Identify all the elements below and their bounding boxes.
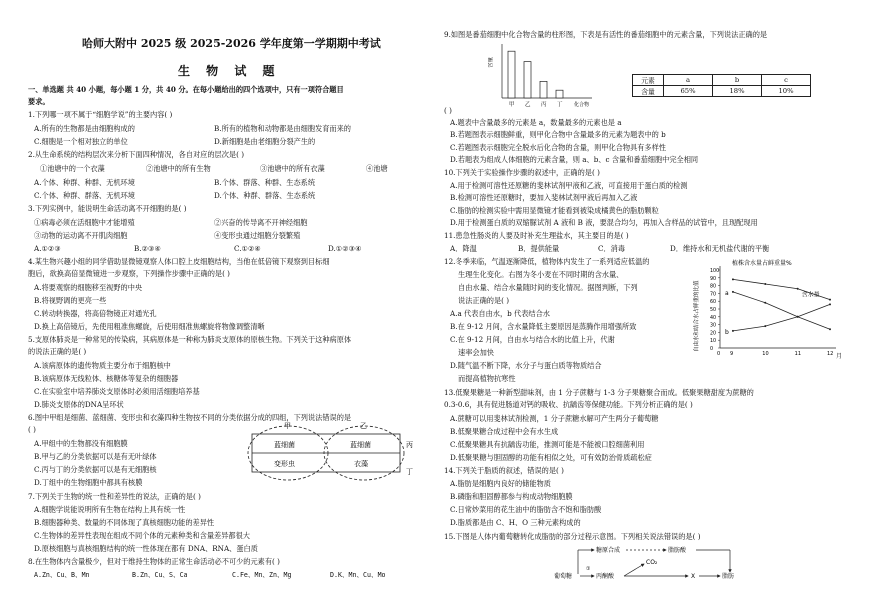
q8-option-b: B.Zn、Cu、S、Ca [132,571,188,579]
q9-option-d: D.若题表为组成人体细胞的元素含量，则 a、b、c 含量和番茄细胞中完全相同 [450,155,699,164]
q2-stem: 2.从生命系统的结构层次来分析下面四种情况，各自对应的层次是( ) [28,150,245,159]
chart-ytick-label: 40 [710,315,717,321]
section-heading: 一、单选题 共 40 小题，每小题 1 分，共 40 分。在每小题给出的四个选项中，只有一项符合题目 [28,85,344,94]
q9-category-label: 丙 [541,102,547,108]
q2-option-b: B.个体、群落、种群、生态系统 [214,178,316,187]
q5-option-c: C.在实验室中培养肺炎支原体时必须用活细胞培养基 [34,387,200,396]
chart-ytick-label: 0 [710,347,714,352]
q3-item-1: ①病毒必须在活细胞中才能增殖 [34,218,135,227]
chart-ytick-label: 20 [710,331,717,337]
q14-option-c: C.日常炒菜用的花生油中的脂肪含不饱和脂肪酸 [450,505,602,514]
q9-element-table [632,74,811,97]
q12-stem-2: 生理生化变化。右图为冬小麦在不同时期的含水量、 [458,270,624,279]
q1-option-a: A.所有的生物都是由细胞构成的 [34,124,135,133]
q6-cell-2: 蓝细菌 [350,441,371,449]
q13-option-d: D.低聚果糖与胆固醇的功能有相似之处，可有效防治骨质疏松症 [450,453,652,462]
q11-option-a: A．降温 [450,244,477,253]
q9-bar [556,90,563,98]
q4-option-c: C.转动转换器，将高倍物镜正对通光孔 [34,309,157,318]
chart-ytick-label: 90 [710,276,717,282]
q9-bar [540,81,547,98]
q11-option-c: C．消毒 [598,244,626,253]
q2-item-4: ④池塘 [366,164,388,173]
left-column [28,0,432,614]
q14-option-b: B.磷脂和胆固醇都参与构成动物细胞膜 [450,492,573,501]
q10-option-a: A.用于检测可溶性还原糖的斐林试剂甲液和乙液，可直接用于蛋白质的检测 [450,181,688,190]
exam-subject: 生 物 试 题 [178,64,281,78]
q4-option-d: D.换上高倍镜后，先使用粗准焦螺旋，后使用细准焦螺旋将物像调整清晰 [34,322,265,331]
chart-point [829,299,831,301]
q12-option-a: A.a 代表自由水，b 代表结合水 [450,309,550,318]
chart-xtick-label: 12 [827,351,834,357]
q13-stem: 13.低聚果糖是一种新型甜味剂，由 1 分子蔗糖与 1-3 分子果糖聚合而成。低聚果糖甜度为蔗糖的 [444,388,754,397]
chart-point [764,283,766,285]
chart-ytick-label: 10 [710,339,717,345]
q13-stem-2: 0.3-0.6，具有促进肠道对钙的吸收、抗龋齿等保健功能。下列分析正确的是( ) [444,400,693,409]
q15-stem: 15.下图是人体内葡萄糖转化成脂肪的部分过程示意图。下列相关说法错误的是( ) [444,532,701,541]
q8-option-a: A.Zn、Cu、B、Mn [34,571,90,579]
q12-line-chart [690,256,848,362]
table-cell: 10% [762,86,811,97]
q2-option-c: C.个体、种群、群落、无机环境 [34,191,135,200]
q15-metabolism-diagram [554,544,774,594]
q14-stem: 14.下列关于脂质的叙述，错误的是( ) [444,466,564,475]
q6-option-a: A.甲组中的生物都没有细胞膜 [34,439,128,448]
chart-point [732,278,734,280]
chart-point [732,330,734,332]
q11-option-d: D．维持水和无机盐代谢的平衡 [670,244,770,253]
table-cell: 元素 [633,75,664,86]
q4-option-b: B.将视野调的更亮一些 [34,296,107,305]
q2-option-d: D.个体、种群、群落、生态系统 [214,191,316,200]
chart-xlabel: 月 [836,353,843,360]
q9-category-label: 丁 [557,102,563,108]
chart-series-label: 含水量 [801,291,820,299]
table-cell: 18% [713,86,762,97]
q3-item-2: ②兴奋的传导离不开神经细胞 [214,218,308,227]
chart-ytick-label: 50 [710,308,717,313]
chart-xtick-label: 9 [729,351,734,357]
q6-classification-figure [242,422,422,484]
q6-group-jia: 甲 [284,422,291,430]
table-cell: c [762,75,811,86]
q4-option-a: A.将要观察的细胞移至视野的中央 [34,283,143,292]
q15-glucose: 葡萄糖 [554,573,573,580]
chart-ytick-label: 60 [710,300,717,306]
q10-option-b: B.检测可溶性还原糖时，要加入斐林试剂甲液后再加入乙液 [450,193,638,202]
q12-stem-3: 自由水量、结合水量随时间的变化情况。据图判断，下列 [458,283,638,292]
chart-point [829,303,831,305]
q5-stem: 5.支原体肺炎是一种常见的传染病，其病原体是一种称为肺炎支原体的原核生物。下列关于这种病原体 [28,335,352,344]
q12-option-b: B.在 9-12 月间，含水量降低主要原因是蒸腾作用增强所致 [450,322,637,331]
q10-option-c: C.脂肪的检测实验中需用显微镜才能看到被染成橘黄色的脂肪颗粒 [450,206,659,215]
q7-stem: 7.下列关于生物的统一性和差异性的说法，正确的是( ) [28,492,201,501]
q9-bar [524,62,531,98]
q6-side-bing: 丙 [406,441,413,449]
q15-pyruvate: 丙酮酸 [596,573,615,580]
q15-step: ① [586,566,591,572]
q7-option-c: C.生物体的差异性表现在组成不同个体的元素种类和含量差异都很大 [34,531,250,540]
q9-bar [508,51,515,98]
chart-ylabel: 自由水和结合水占鲜重的比值 [694,280,700,352]
q15-x: X [691,573,696,580]
q10-option-d: D.用于检测蛋白质的双缩脲试剂 A 液和 B 液，要混合均匀，再加入含样品的试管中，且现配现用 [450,218,758,227]
q3-option-d: D.①②③④ [328,244,362,253]
chart-point [764,302,766,304]
q12-option-d: D.随气温不断下降，水分子与蛋白质等物质结合 [450,361,602,370]
q14-option-a: A.脂肪是细胞内良好的储能物质 [450,479,551,488]
chart-title: 植株含水量占鲜重量% [732,260,792,267]
chart-point [732,291,734,293]
q5-option-b: B.该病原体无线粒体、核糖体等复杂的细胞器 [34,374,179,383]
q9-category-label: 乙 [525,102,531,108]
chart-series-line [733,304,830,331]
q6-side-ding: 丁 [406,468,413,476]
chart-point [829,328,831,330]
table-cell: b [713,75,762,86]
q3-item-3: ③动物的运动离不开肌肉细胞 [34,231,128,240]
q1-option-c: C.细胞是一个相对独立的单位 [34,137,128,146]
table-cell: 含量 [633,86,664,97]
q9-stem-2: ( ) [444,106,452,115]
chart-ytick-label: 80 [710,284,717,290]
q9-option-a: A.题表中含量最多的元素是 a，数量最多的元素也是 a [450,118,622,127]
q9-option-c: C.若题图表示细胞完全脱水后化合物的含量，则甲化合物具有多样性 [450,143,666,152]
q5-option-a: A.该病原体的遗传物质主要分布于细胞核中 [34,361,171,370]
chart-point [797,316,799,318]
q12-stem: 12.冬季来临，气温逐渐降低，植物体内发生了一系列适应低温的 [444,257,650,266]
table-cell: a [664,75,713,86]
q8-option-c: C.Fe、Mn、Zn、Mg [232,571,292,579]
q6-group-yi: 乙 [360,422,367,430]
q7-option-b: B.细胞器种类、数量的不同体现了真核细胞功能的差异性 [34,518,215,527]
table-cell: 65% [664,86,713,97]
q6-cell-3: 变形虫 [274,460,295,468]
q11-stem: 11.患急性肠炎的人要及时补充生理盐水，其主要目的是( ) [444,231,629,240]
q1-option-b: B.所有的植物和动物都是由细胞发育而来的 [214,124,351,133]
q6-option-d: D.丁组中的生物细胞中都具有核膜 [34,478,143,487]
q12-option-d-2: 而提高植物抗寒性 [458,374,516,383]
q7-option-a: A.细胞学说能说明所有生物在结构上具有统一性 [34,505,186,514]
q9-option-b: B.若题图表示细胞鲜重，则甲化合物中含量最多的元素为题表中的 b [450,130,666,139]
chart-series-label: a [724,289,729,297]
chart-point [764,325,766,327]
q15-glycogen: 糖原合成 [596,547,621,554]
q13-option-a: A.蔗糖可以用斐林试剂检测，1 分子蔗糖水解可产生两分子葡萄糖 [450,414,659,423]
q12-option-c: C.在 9-12 月间，自由水与结合水的比值上升，代谢 [450,335,615,344]
q2-item-1: ①池塘中的一个衣藻 [40,164,105,173]
q3-item-4: ④变形虫通过细胞分裂繁殖 [214,231,301,240]
chart-ytick-label: 70 [710,292,717,298]
q1-stem: 1.下列哪一项不属于“细胞学说”的主要内容( ) [28,110,173,119]
chart-ytick-label: 100 [710,269,720,274]
q10-stem: 10.下列关于实验操作步骤的叙述中，正确的是( ) [444,168,600,177]
q14-option-d: D.脂质都是由 C、H、O 三种元素构成的 [450,518,581,527]
q9-category-label: 甲 [509,102,515,108]
q15-co2: CO₂ [646,559,658,566]
q9-stem: 9.如图是番茄细胞中化合物含量的柱形图，下表是有活性的番茄细胞中的元素含量，下列说法正确的是 [444,30,768,39]
q2-option-a: A.个体、种群、种群、无机环境 [34,178,135,187]
q6-cell-1: 蓝细菌 [274,441,295,449]
q8-stem: 8.在生物体内含量极少，但对于维持生物体的正常生命活动必不可少的元素有( ) [28,557,280,566]
q1-option-d: D.新细胞是由老细胞分裂产生的 [214,137,316,146]
table-row [633,75,811,86]
q6-cell-4: 衣藻 [354,460,368,468]
q6-option-c: C.丙与丁的分类依据可以是有无细胞核 [34,465,157,474]
q5-option-d: D.肺炎支原体的DNA呈环状 [34,400,124,409]
chart-xtick-label: 0 [717,351,721,357]
q9-bar-chart [488,40,598,108]
table-row [633,86,811,97]
q3-stem: 3.下列实例中，能说明生命活动离不开细胞的是( ) [28,204,187,213]
q15-fat: 脂肪 [722,573,735,580]
chart-series-label: b [724,328,729,336]
q6-stem-2: ( ) [28,425,36,434]
section-heading-2: 要求。 [28,97,50,106]
q6-option-b: B.甲与乙的分类依据可以是有无叶绿体 [34,452,157,461]
q12-option-c-2: 速率会加快 [458,348,494,357]
right-column [444,0,848,614]
q3-option-a: A.①②③ [34,244,61,253]
q13-option-b: B.低聚果糖合成过程中会有水生成 [450,427,559,436]
q15-fatty: 脂肪酸 [668,547,687,554]
q9-xlabel-tail: 化合物 [574,102,590,108]
q4-stem-2: 胞后，欲换高倍显微镜进一步观察，下列操作步骤中正确的是( ) [28,269,230,278]
exam-title: 哈师大附中 2025 级 2025-2026 学年度第一学期期中考试 [82,37,381,50]
q12-stem-4: 说法正确的是( ) [458,296,510,305]
q3-option-b: B.②③④ [134,244,161,253]
q9-ylabel: 含量 [488,56,494,68]
q5-stem-2: 的说法正确的是( ) [28,347,87,356]
chart-xtick-label: 10 [762,351,769,357]
chart-ytick-label: 30 [710,323,717,329]
q8-option-d: D.K、Mn、Cu、Mo [330,571,386,579]
q3-option-c: C.①②④ [234,244,261,253]
q6-stem: 6.图中甲组是细菌、蓝细菌、变形虫和衣藻四种生物按不同的分类依据分成的四组，下列说法错误的是 [28,413,352,422]
chart-point [797,288,799,290]
q4-stem: 4.某生物兴趣小组的同学借助显微镜观察人体口腔上皮细胞结构，当他在低倍镜下观察到目标细 [28,257,330,266]
q7-option-d: D.原核细胞与真核细胞结构的统一性体现在都有 DNA、RNA、蛋白质 [34,544,258,553]
q2-item-2: ②池塘中的所有生物 [146,164,211,173]
chart-xtick-label: 11 [794,351,802,357]
q2-item-3: ③池塘中的所有衣藻 [260,164,325,173]
q11-option-b: B．提供能量 [518,244,560,253]
q13-option-c: C.低聚果糖具有抗龋齿功能，推测可能是不能被口腔细菌利用 [450,440,645,449]
